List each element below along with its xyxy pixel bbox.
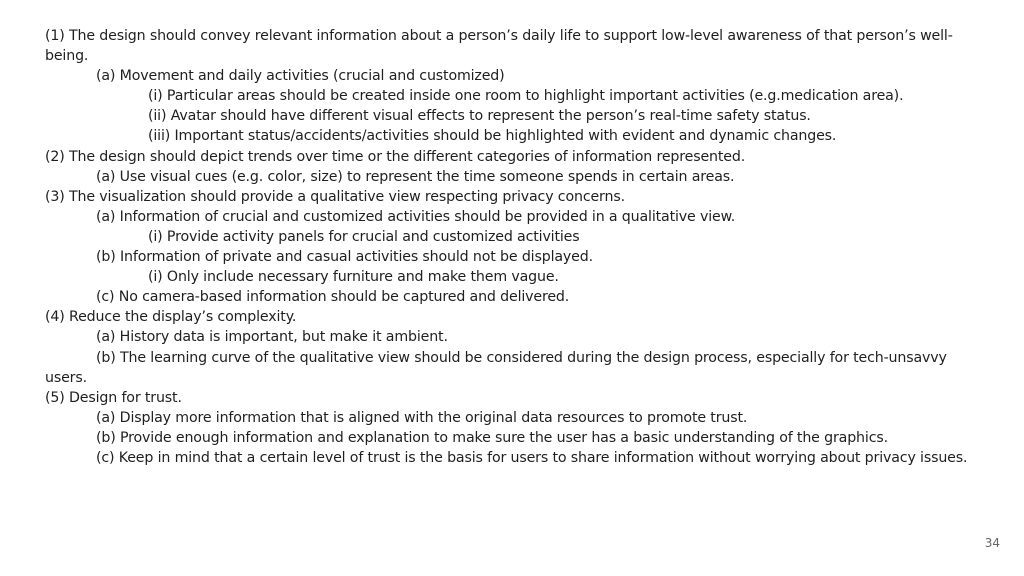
guideline-2a: (a) Use visual cues (e.g. color, size) to represent the time someone spends in certain areas. <box>96 168 735 185</box>
guideline-3a-i: (i) Provide activity panels for crucial and customized activities <box>148 228 580 245</box>
guideline-4: (4) Reduce the display’s complexity. <box>45 309 297 326</box>
guideline-1a-iii: (iii) Important status/accidents/activities should be highlighted with evident and dynamic changes. <box>148 128 837 145</box>
guideline-4a: (a) History data is important, but make it ambient. <box>96 329 448 346</box>
guideline-3b: (b) Information of private and casual activities should not be displayed. <box>96 249 593 266</box>
guideline-3a: (a) Information of crucial and customized activities should be provided in a qualitative view. <box>96 208 736 225</box>
guideline-1a-i: (i) Particular areas should be created inside one room to highlight important activities (e.g.medication area). <box>148 88 904 105</box>
guideline-4b: (b) The learning curve of the qualitative view should be considered during the design process, especially for tech-unsavvy users. <box>45 349 947 386</box>
page-number: 34 <box>984 536 1000 550</box>
guideline-5b: (b) Provide enough information and explanation to make sure the user has a basic understanding of the graphics. <box>96 429 888 446</box>
guideline-1a-ii: (ii) Avatar should have different visual effects to represent the person’s real-time safety status. <box>148 108 811 125</box>
guideline-5a: (a) Display more information that is aligned with the original data resources to promote trust. <box>96 409 748 426</box>
guideline-2: (2) The design should depict trends over time or the different categories of information represented. <box>45 148 746 165</box>
guideline-5: (5) Design for trust. <box>45 389 182 406</box>
guideline-3b-i: (i) Only include necessary furniture and make them vague. <box>148 269 559 286</box>
guideline-3: (3) The visualization should provide a qualitative view respecting privacy concerns. <box>45 188 625 205</box>
guideline-1: (1) The design should convey relevant information about a person’s daily life to support low-level awareness of that person’s well-being. <box>45 28 953 65</box>
guideline-3c: (c) No camera-based information should be captured and delivered. <box>96 289 570 306</box>
guidelines-list <box>45 26 980 468</box>
guideline-5c: (c) Keep in mind that a certain level of trust is the basis for users to share information without worrying about privacy issues. <box>96 449 968 466</box>
guideline-1a: (a) Movement and daily activities (crucial and customized) <box>96 68 505 85</box>
